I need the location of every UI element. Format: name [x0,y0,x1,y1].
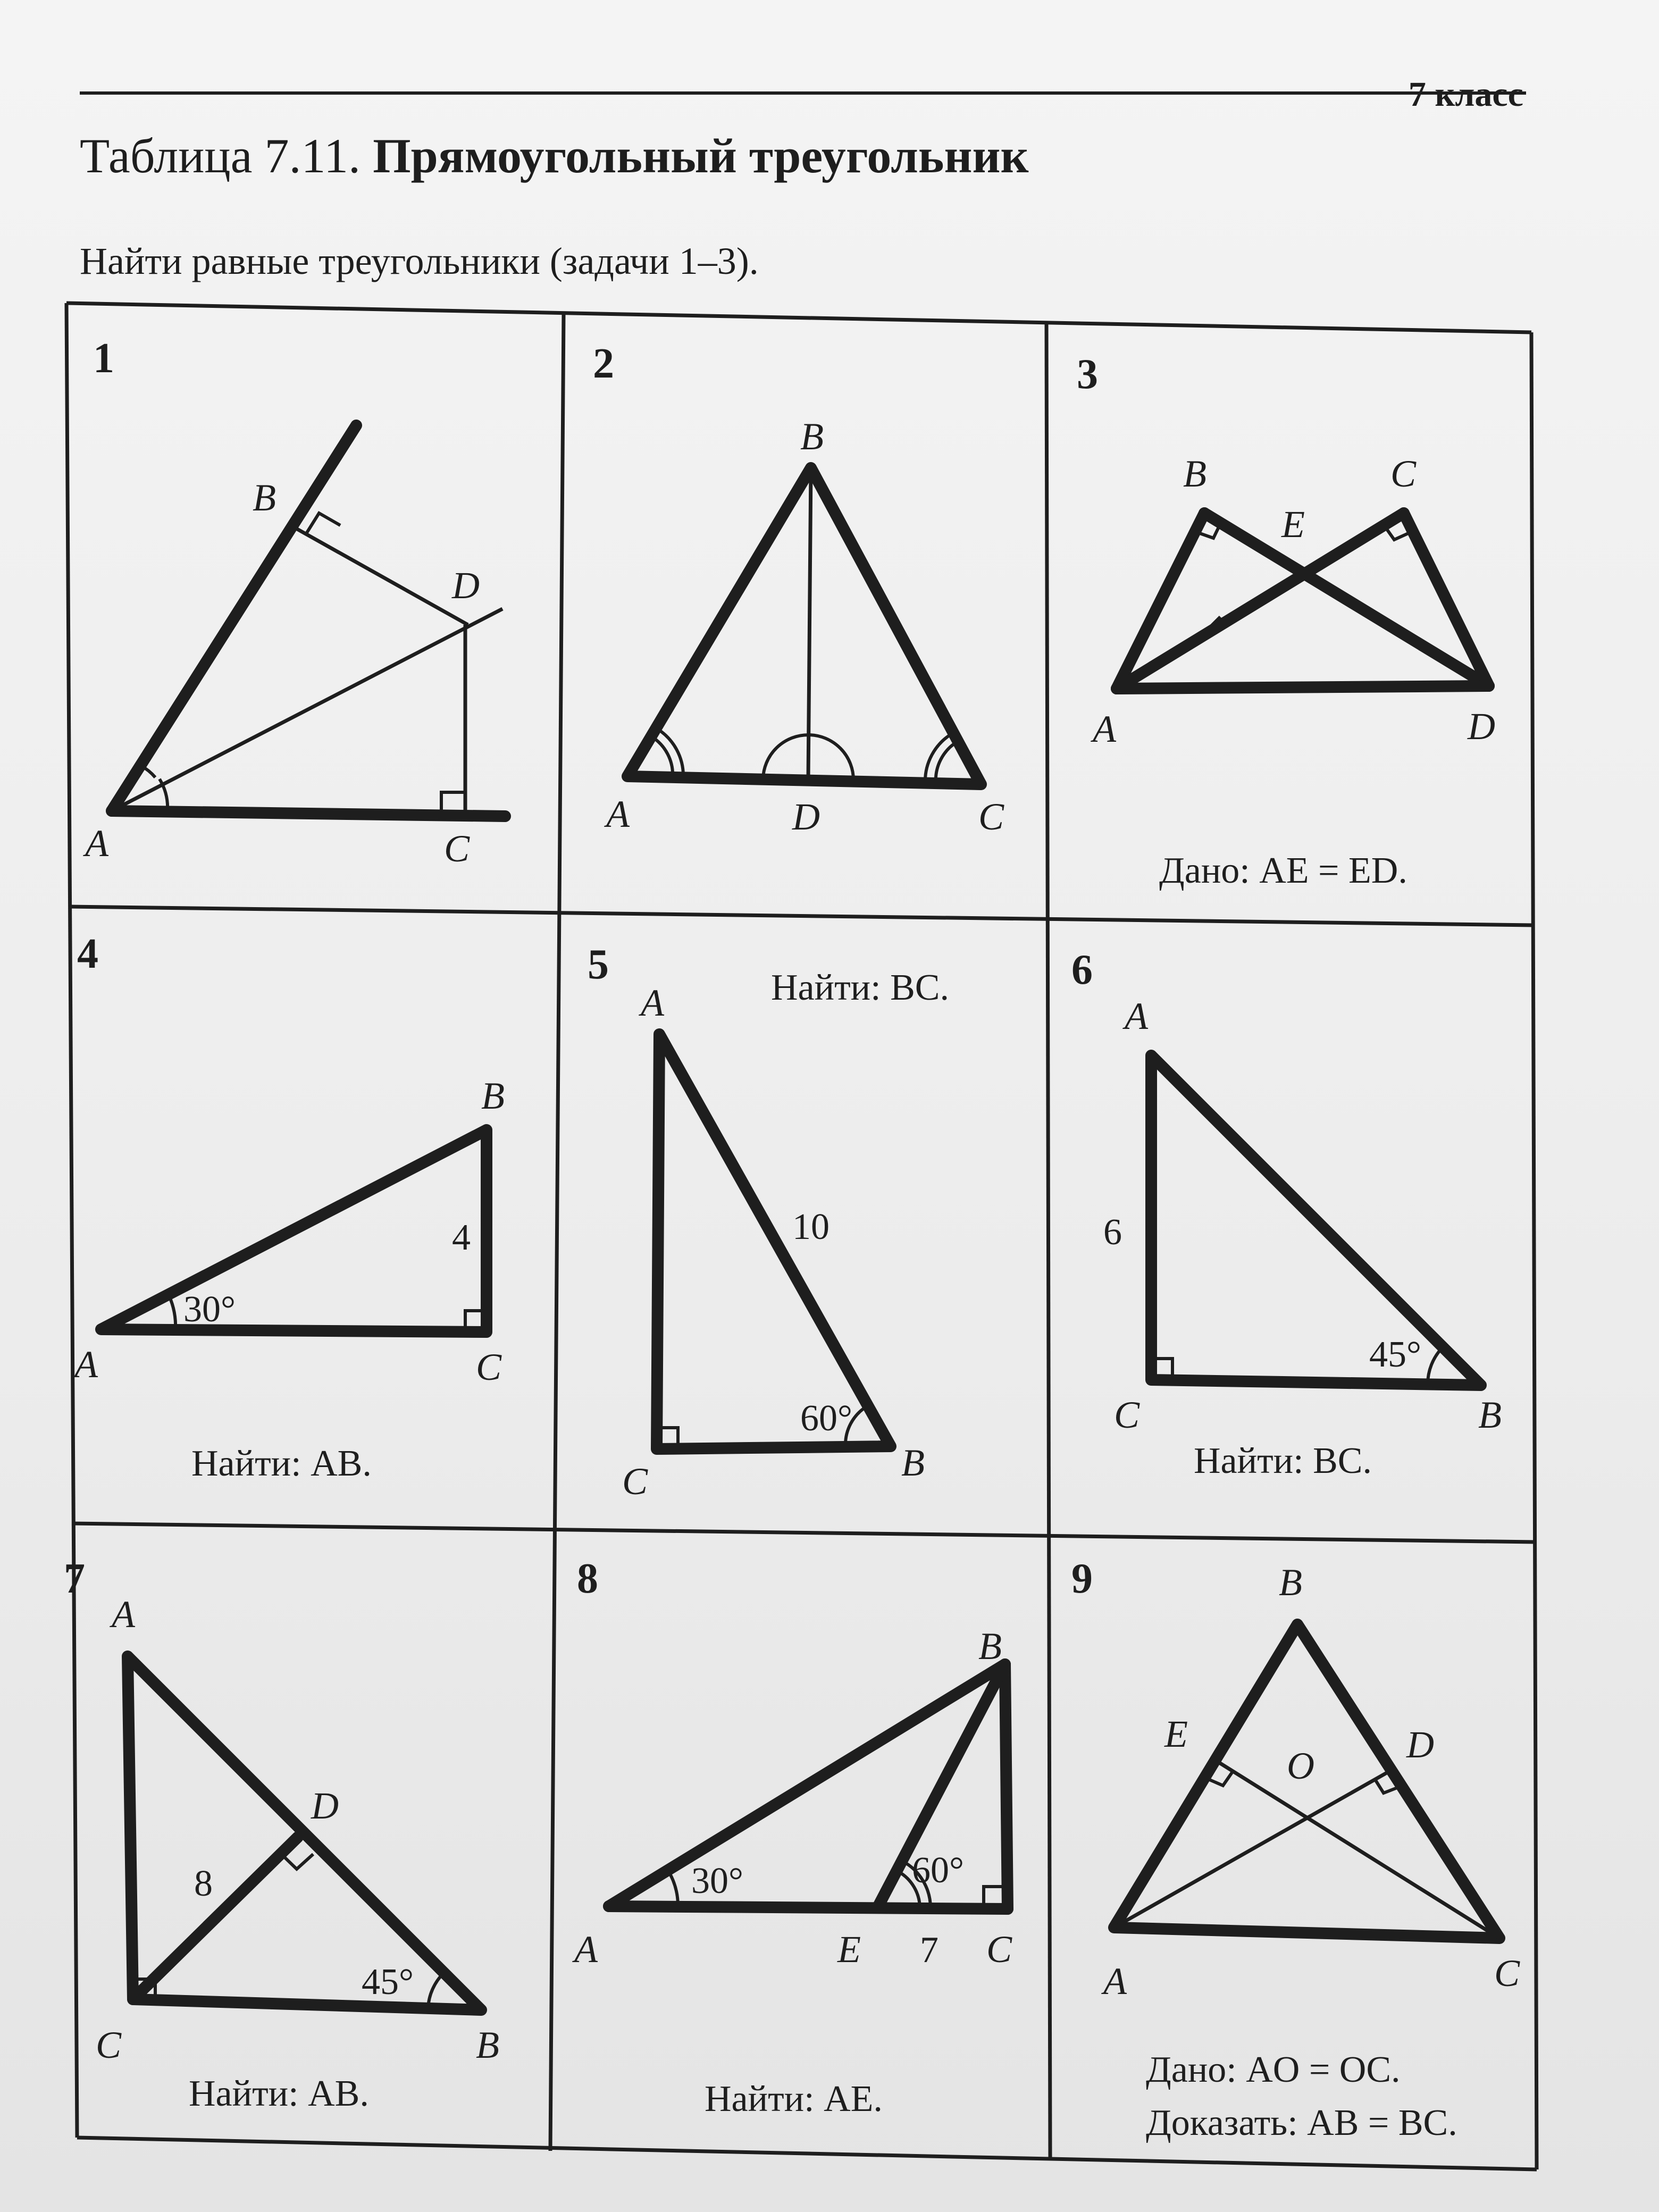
angle-arc [936,742,957,783]
point-c-label: C [978,795,1004,838]
point-c-label: C [476,1346,502,1388]
side-label: 10 [792,1206,830,1247]
side-label: 7 [920,1930,939,1971]
find-text: Найти: BC. [1194,1440,1372,1481]
segment-ad [1117,686,1489,689]
segment-ac [609,1906,1008,1909]
point-e-label: E [1164,1713,1188,1755]
point-d-label: D [452,564,480,607]
prove-text: Доказать: AB = BC. [1146,2102,1457,2143]
point-a-label: A [85,822,108,865]
point-a-label: A [641,982,664,1024]
point-o-label: O [1287,1745,1314,1787]
side-label: 4 [452,1217,471,1258]
problem-number: 9 [1071,1555,1093,1602]
point-a-label: A [112,1593,135,1636]
point-a-label: A [1103,1960,1127,2002]
point-b-label: B [800,415,824,458]
segment-bc [1005,1664,1008,1909]
ray-ac [112,811,505,816]
problem-number: 8 [577,1555,598,1602]
side-label: 8 [194,1863,213,1904]
triangle-abc [1151,1055,1481,1385]
angle-arc [657,728,683,777]
problem-7 [64,1555,499,2114]
point-a-label: A [574,1928,598,1971]
problem-6 [1071,946,1502,1481]
given-text: Дано: AE = ED. [1159,850,1407,891]
instruction: Найти равные треугольники (задачи 1–3). [80,240,759,282]
point-b-label: B [901,1442,925,1484]
point-b-label: B [978,1625,1002,1668]
problem-number: 5 [588,941,609,988]
point-c-label: C [622,1460,648,1503]
triangle-abc [627,468,981,784]
find-text: Найти: AB. [189,2073,369,2114]
problem-number: 2 [593,340,614,387]
problem-8 [572,1555,1012,2119]
point-b-label: B [476,2024,499,2066]
point-d-label: D [792,795,820,838]
grade-label: 7 класс [1408,75,1523,114]
table-topic: Прямоугольный треугольник [373,129,1029,183]
problem-5 [588,941,949,1503]
angle-label: 30° [183,1289,236,1330]
point-e-label: E [1281,503,1305,546]
height-ce [1215,1760,1499,1938]
angle-label: 45° [1369,1334,1421,1375]
problem-9 [1071,1555,1520,2143]
point-d-label: D [1406,1723,1434,1766]
problem-number: 4 [77,931,98,977]
point-c-label: C [1390,453,1417,495]
angle-label: 45° [362,1962,414,2002]
point-a-label: A [74,1343,98,1386]
angle-label: 30° [691,1861,743,1901]
angle-label: 60° [912,1850,964,1891]
problem-1 [83,335,505,870]
point-b-label: B [481,1075,505,1117]
problem-number: 3 [1077,351,1098,398]
ray-ab [112,425,356,811]
problem-4 [72,931,505,1484]
point-c-label: C [444,827,470,870]
point-c-label: C [1494,1952,1520,1995]
given-text: Дано: AO = OC. [1146,2049,1401,2090]
point-c-label: C [1114,1394,1140,1436]
point-c-label: C [986,1928,1012,1971]
point-a-label: A [606,793,630,835]
table-number: Таблица 7.11. [80,129,361,183]
problem-number: 6 [1071,946,1093,993]
height-cd [133,1837,298,1999]
point-b-label: B [1478,1394,1502,1436]
point-d-label: D [1468,705,1495,748]
point-b-label: B [1279,1561,1302,1604]
height-bd [808,468,811,779]
problem-3 [1077,351,1495,891]
side-label: 6 [1103,1212,1122,1253]
problem-2 [593,340,1004,838]
point-a-label: A [1093,708,1116,750]
point-b-label: B [1183,453,1206,495]
point-a-label: A [1125,995,1148,1037]
find-text: Найти: AB. [191,1443,372,1484]
problem-number: 7 [64,1555,85,1602]
problem-number: 1 [93,335,114,382]
triangle-abc [657,1034,891,1449]
right-angle-mark [306,513,340,534]
point-e-label: E [837,1928,861,1971]
point-d-label: D [311,1784,339,1827]
triangle-abc [101,1130,487,1332]
point-b-label: B [253,476,276,519]
angle-arc [925,734,952,783]
segment-bd [292,526,468,625]
angle-label: 60° [800,1398,852,1439]
find-text: Найти: BC. [771,967,949,1008]
find-text: Найти: AE. [705,2079,883,2119]
point-c-label: C [96,2024,122,2066]
